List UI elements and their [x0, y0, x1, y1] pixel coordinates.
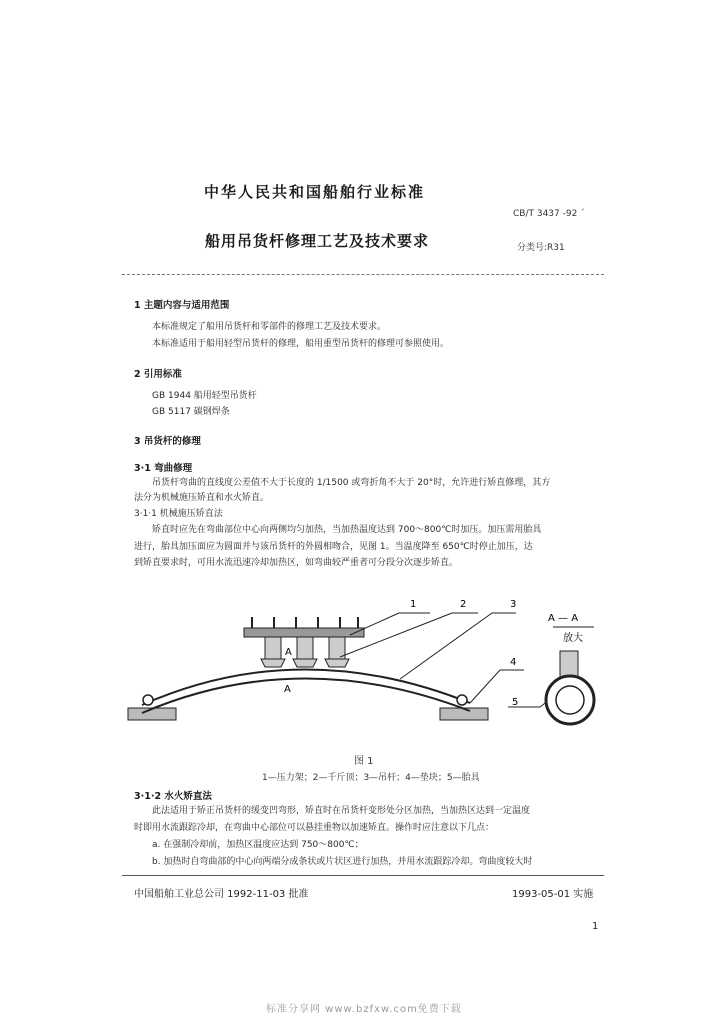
- reference-gb1944: GB 1944 船用轻型吊货杆: [152, 391, 257, 401]
- page-number: 1: [592, 921, 599, 932]
- section-3-1-line-2: 法分为机械施压矫直和水火矫直。: [134, 493, 270, 503]
- bent-boom-bottom: [142, 678, 470, 713]
- section-1-heading: 1 主题内容与适用范围: [134, 300, 230, 311]
- jacks: [261, 637, 349, 667]
- standard-number: CB/T 3437 -92 ´: [513, 209, 585, 219]
- beam-section-label-lower: A: [284, 684, 291, 695]
- callout-5: 5: [512, 697, 519, 708]
- callout-leaders: [340, 613, 553, 707]
- document-title: 船用吊货杆修理工艺及技术要求: [205, 232, 430, 250]
- footer-approval: 中国船舶工业总公司 1992-11-03 批准: [134, 889, 309, 900]
- support-block-right: [440, 708, 488, 720]
- section-3-1-2-item-a: a. 在强制冷却前，加热区温度应达到 750～800℃；: [152, 840, 364, 850]
- footer-divider: [122, 875, 604, 876]
- section-1-paragraph-1: 本标准规定了船用吊货杆和零部件的修理工艺及技术要求。: [152, 322, 387, 332]
- figure-1-caption: 图 1: [354, 756, 374, 767]
- callout-2: 2: [460, 599, 467, 610]
- callout-4: 4: [510, 657, 517, 668]
- section-2-heading: 2 引用标准: [134, 369, 182, 380]
- figure-1-diagram: [0, 595, 725, 745]
- section-1-paragraph-2: 本标准适用于船用轻型吊货杆的修理，船用重型吊货杆的修理可参照使用。: [152, 339, 450, 349]
- section-3-1-1-line-1: 矫直时应先在弯曲部位中心向两侧均匀加热，当加热温度达到 700～800℃时加压。加压需用胎具: [152, 525, 542, 535]
- boom-end-pin-left: [143, 695, 153, 705]
- callout-3: 3: [510, 599, 517, 610]
- section-3-1-2-line-2: 时即用水流跟踪冷却，在弯曲中心部位可以悬挂重物以加速矫直。操作时应注意以下几点：: [134, 823, 495, 833]
- section-3-1-1-line-3: 到矫直要求时，可用水流迅速冷却加热区，如弯曲较严重者可分段分次逐步矫直。: [134, 558, 459, 568]
- bent-boom-top: [142, 669, 470, 705]
- section-3-1-1-heading: 3·1·1 机械施压矫直法: [134, 509, 223, 519]
- beam-section-label-upper: A: [285, 647, 292, 658]
- section-3-1-2-heading: 3·1·2 水火矫直法: [134, 791, 212, 802]
- boom-end-pin-right: [457, 695, 467, 705]
- section-3-1-2-item-b: b. 加热时自弯曲部的中心向两端分成条状或片状区进行加热，并用水流跟踪冷却。弯曲度较大时: [152, 857, 533, 867]
- pressure-frame: [244, 628, 364, 637]
- callout-1: 1: [410, 599, 417, 610]
- section-3-1-1-line-2: 进行，胎具加压面应为圆面并与该吊货杆的外圆相吻合，见图 1。当温度降至 650℃时停止加压，达: [134, 542, 533, 552]
- section-title: A — A: [548, 613, 579, 624]
- section-3-1-line-1: 吊货杆弯曲的直线度公差值不大于长度的 1/1500 或弯折角不大于 20°时，允许进行矫直修理，其方: [152, 478, 551, 488]
- magnified-label: 放大: [563, 633, 583, 644]
- section-3-1-2-line-1: 此法适用于矫正吊货杆的缓变凹弯形，矫直时在吊货杆变形处分区加热，当加热区达到一定温度: [152, 806, 531, 816]
- reference-gb5117: GB 5117 碳钢焊条: [152, 407, 230, 417]
- footer-effective-date: 1993-05-01 实施: [512, 889, 594, 900]
- classification-code: 分类号:R31: [517, 243, 565, 253]
- frame-studs: [252, 617, 358, 628]
- figure-1-legend: 1—压力架；2—千斤顶；3—吊杆；4—垫块；5—胎具: [262, 773, 480, 783]
- issuing-agency-title: 中华人民共和国船舶行业标准: [204, 183, 426, 201]
- site-watermark: 标准分享网 www.bzfxw.com免费下载: [266, 1004, 462, 1015]
- section-3-heading: 3 吊货杆的修理: [134, 436, 201, 447]
- header-divider: [122, 274, 604, 275]
- section-3-1-heading: 3·1 弯曲修理: [134, 463, 193, 474]
